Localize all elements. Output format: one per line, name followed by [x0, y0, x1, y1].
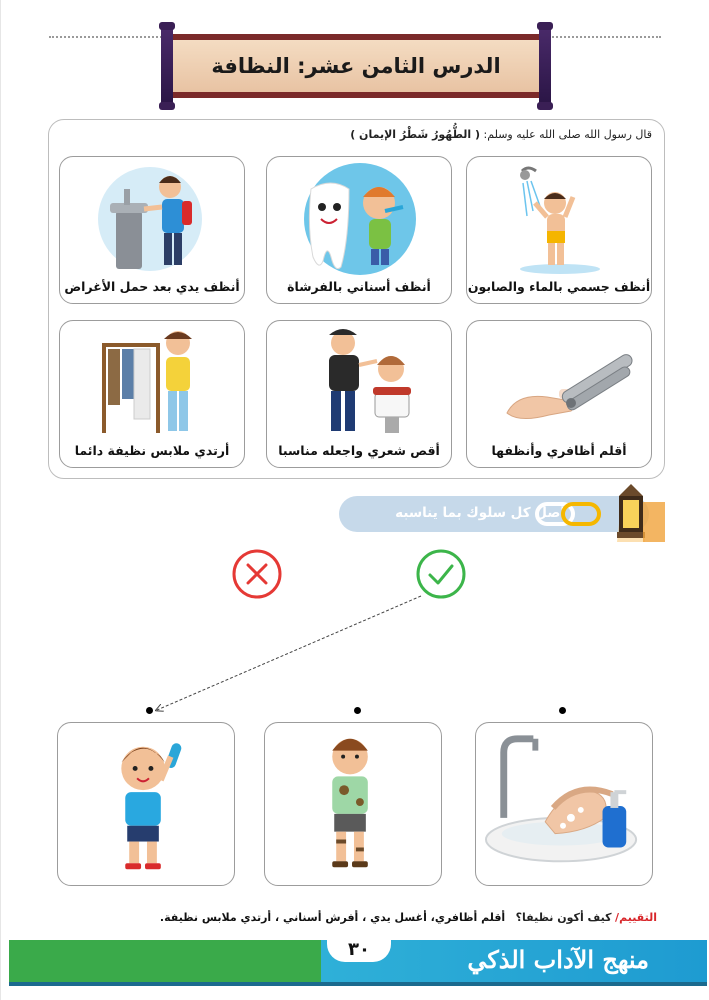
scroll-rod-right	[539, 26, 551, 106]
match-dot[interactable]	[146, 707, 153, 714]
evaluation-answer: أقلم أظافري، أغسل يدي ، أفرش أسناني ، أرتدي ملابس نظيفة.	[159, 911, 506, 924]
evaluation-line	[160, 911, 657, 924]
match-card-washing-hands[interactable]	[475, 722, 653, 886]
washing-hands-sink-illustration	[476, 723, 652, 885]
match-card-combing-hair[interactable]	[57, 722, 235, 886]
clean-clothes-illustration	[60, 325, 245, 440]
scroll-rod-left	[161, 26, 173, 106]
page-number: ٣٠	[348, 938, 370, 960]
card-label: أرتدي ملابس نظيفة دائما	[74, 443, 230, 458]
chain-link-icon	[561, 502, 601, 526]
x-icon[interactable]	[231, 548, 283, 600]
hadith-quote: ( الطُّهُورُ شَطْرُ الإيمان )	[350, 128, 481, 141]
lesson-title: الدرس الثامن عشر: النظافة	[211, 54, 501, 78]
shower-child-illustration	[467, 161, 652, 276]
match-dot[interactable]	[354, 707, 361, 714]
card-wash-hands	[59, 156, 245, 304]
card-brush-teeth	[266, 156, 452, 304]
evaluation-separator: /	[615, 911, 620, 924]
page-number-tab	[327, 936, 391, 962]
barber-illustration	[267, 325, 452, 440]
nail-clipper-illustration	[467, 325, 652, 440]
footer-stripe	[9, 982, 707, 986]
lantern-icon	[597, 482, 665, 546]
card-label: أنظف يدي بعد حمل الأغراض	[64, 279, 240, 294]
curriculum-title: منهج الآداب الذكي	[467, 945, 649, 974]
activity-instruction: أصل كل سلوك بما يناسبه	[395, 505, 565, 521]
card-cut-hair	[266, 320, 452, 468]
hadith-intro: قال رسول الله صلى الله عليه وسلم:	[483, 128, 652, 141]
scroll-paper	[171, 34, 541, 98]
card-label: أقلم أظافري وأنظفها	[491, 443, 627, 458]
card-trim-nails	[466, 320, 652, 468]
evaluation-label: التقييم	[619, 911, 657, 924]
card-clean-clothes	[59, 320, 245, 468]
card-label: أنظف أسناني بالفرشاة	[287, 279, 431, 294]
card-clean-body	[466, 156, 652, 304]
page-footer	[9, 940, 707, 982]
card-label: أقص شعري واجعله مناسبا	[278, 443, 440, 458]
card-label: أنظف جسمي بالماء والصابون	[467, 279, 651, 294]
hand-washing-illustration	[60, 161, 245, 276]
hadith-line	[350, 128, 652, 141]
evaluation-question: كيف أكون نظيفا؟	[515, 911, 612, 924]
match-card-dirty-child[interactable]	[264, 722, 442, 886]
tooth-brushing-illustration	[267, 161, 452, 276]
check-icon[interactable]	[415, 548, 467, 600]
match-dot[interactable]	[559, 707, 566, 714]
footer-green-band	[9, 940, 321, 982]
dirty-child-illustration	[265, 723, 441, 885]
title-scroll-banner	[161, 26, 551, 106]
boy-combing-hair-illustration	[58, 723, 234, 885]
